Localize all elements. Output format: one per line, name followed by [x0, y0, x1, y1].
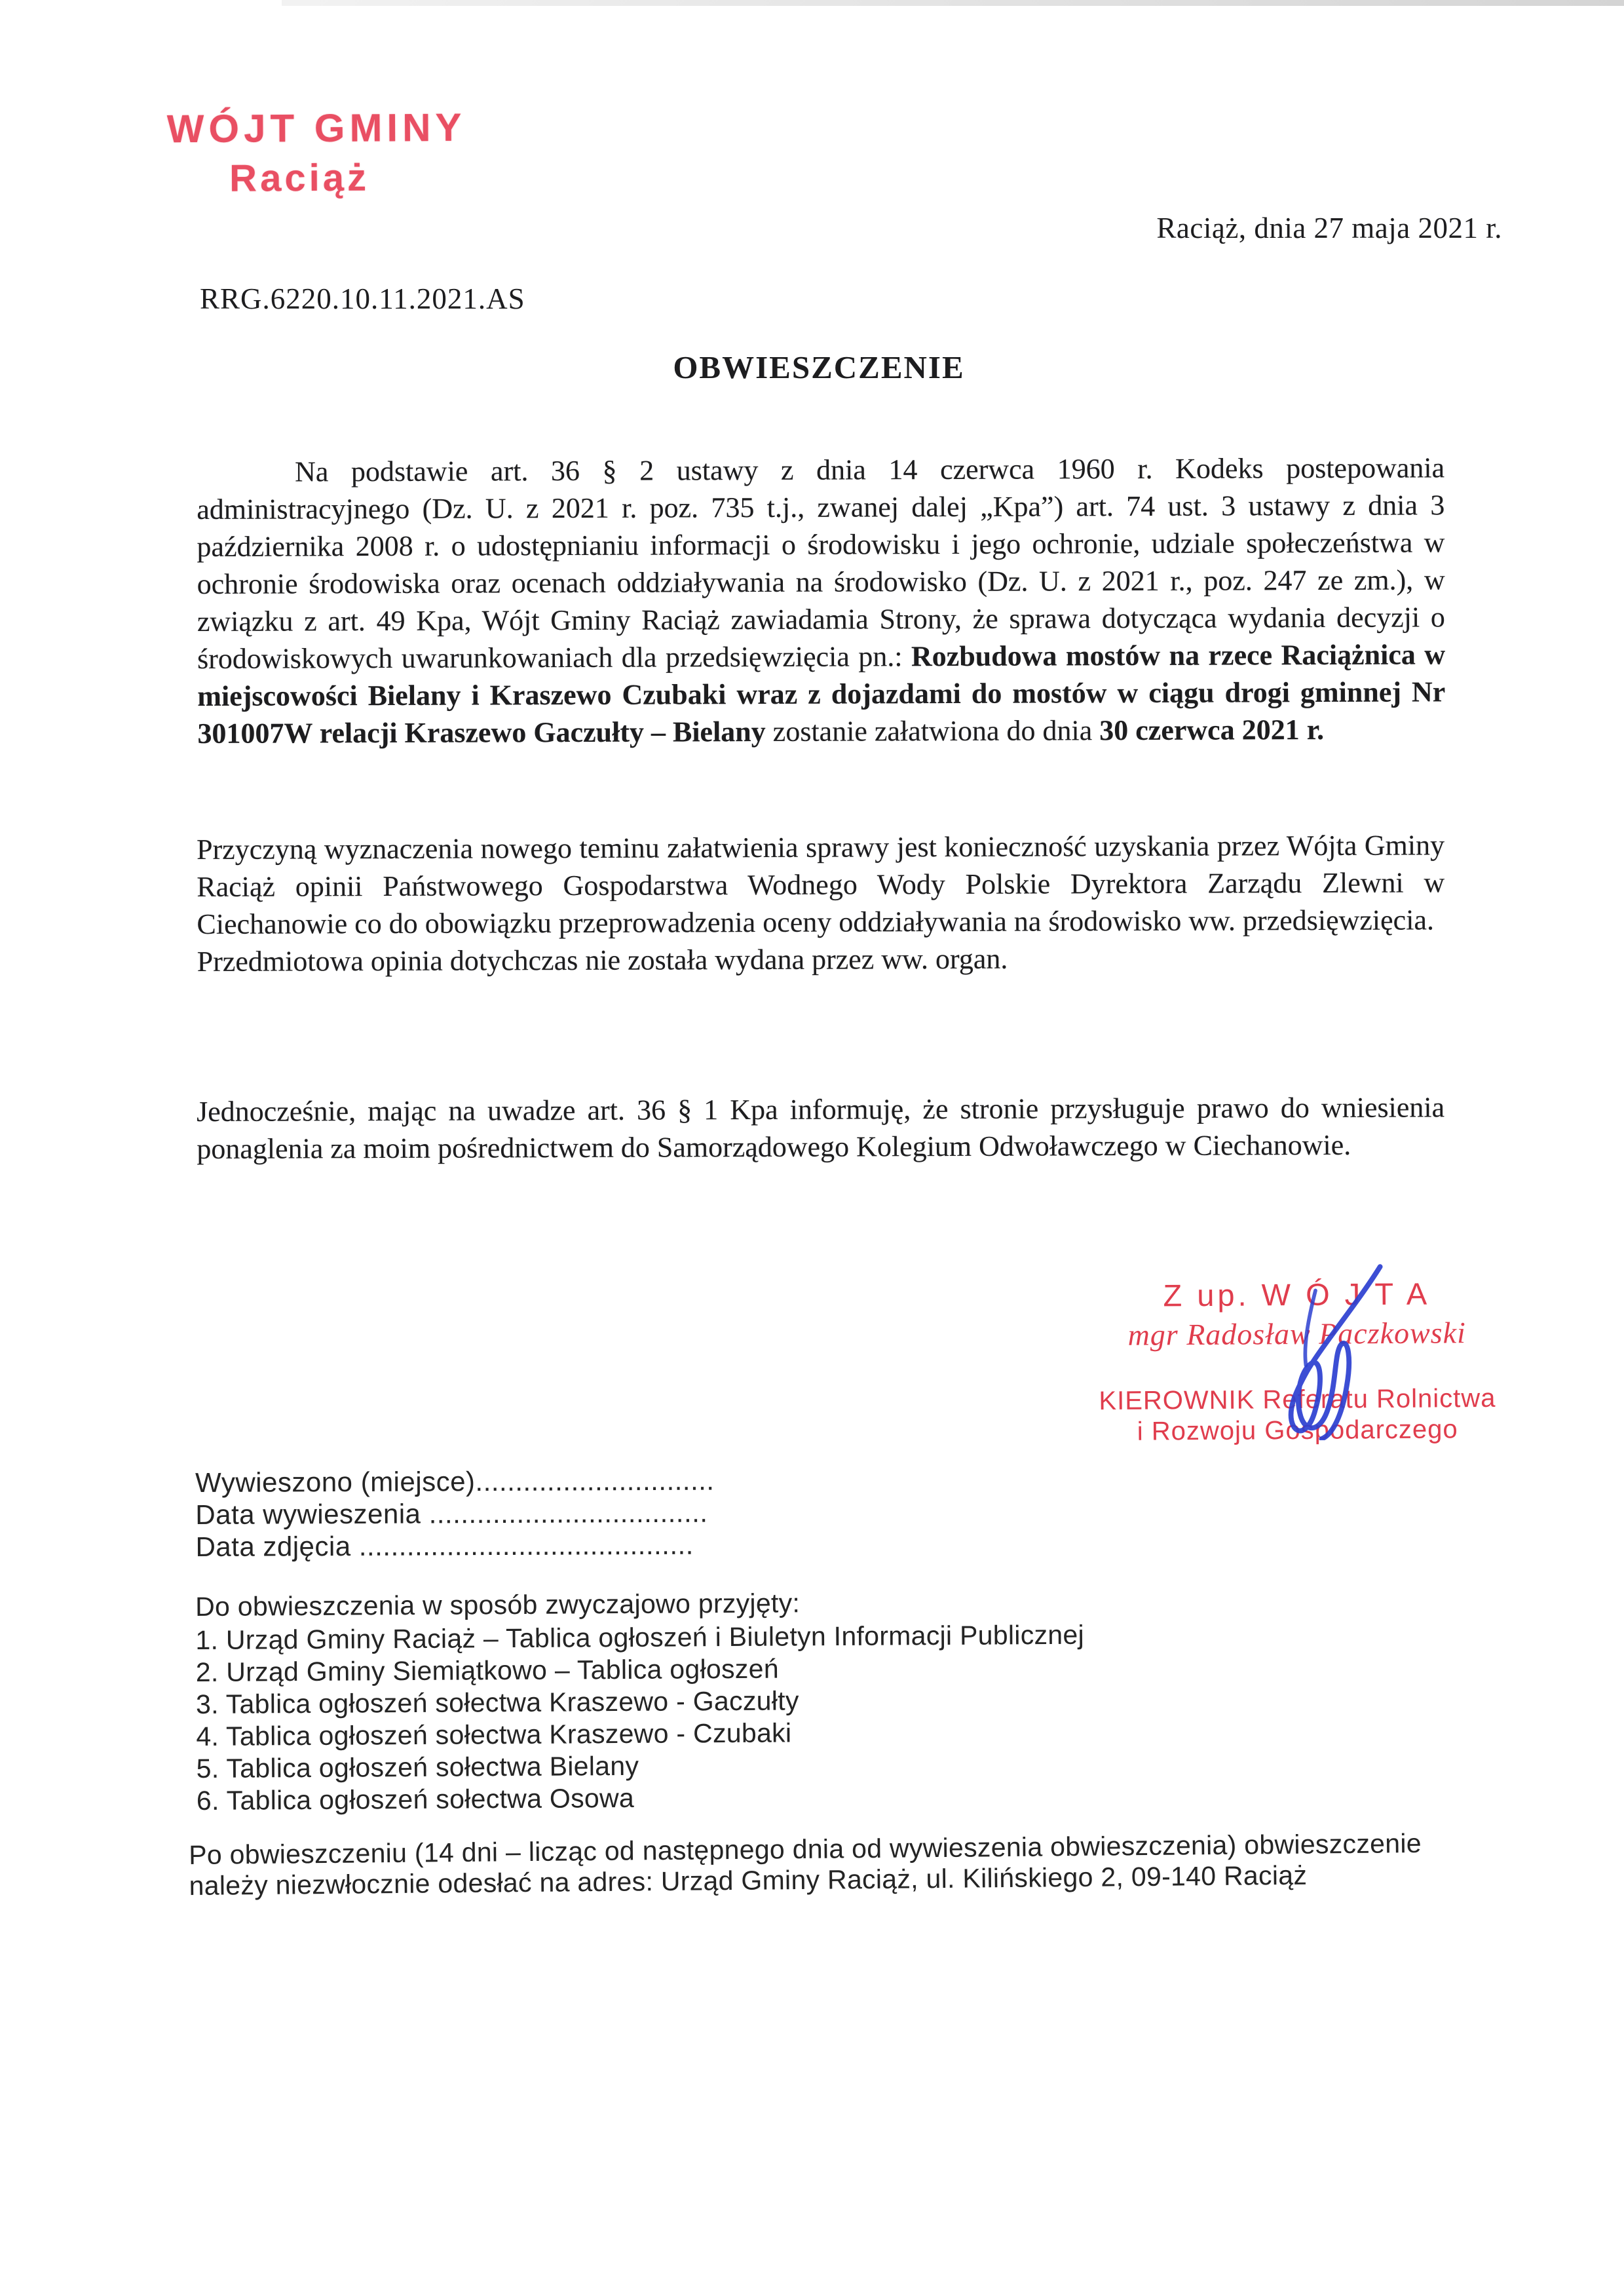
reference-number: RRG.6220.10.11.2021.AS [200, 282, 525, 315]
date-line: Raciąż, dnia 27 maja 2021 r. [1156, 212, 1502, 244]
return-instruction-note: Po obwieszczeniu (14 dni – licząc od następnego dnia od wywieszenia obwieszczenia) obwieszczenie należy niezwłocznie odesłać na adres: Urząd Gminy Raciąż, ul. Kilińskiego 2, 09-140 Raciąż [189, 1827, 1422, 1901]
signatory-name: mgr Radosław Paczkowski [1127, 1316, 1466, 1352]
notice-title: OBWIESZCZENIE [673, 349, 965, 385]
sender-office-stamp [167, 103, 466, 203]
removal-date-line: Data zdjęcia .......................................... [195, 1529, 694, 1562]
deadline-lead-text: zostanie załatwiona do dnia [765, 714, 1100, 748]
posting-date-line: Data wywieszenia ................................... [195, 1497, 708, 1530]
signature-authority-line: Z up. W Ó J T A [1163, 1276, 1431, 1313]
reason-text: Przyczyną wyznaczenia nowego teminu załatwienia sprawy jest konieczność uzyskania przez Wójta Gminy Raciąż opinii Państwowego Gospodarstwa Wodnego Wody Polskie Dyrektora Zarządu Zlewni w Ciechanowie co do obowiązku przeprowadzenia oceny oddziaływania na środowisko ww. przedsięwzięcia. [197, 829, 1445, 940]
opinion-status-text: Przedmiotowa opinia dotychczas nie została wydana przez ww. organ. [197, 942, 1008, 978]
deadline-date-bold: 30 czerwca 2021 r. [1099, 713, 1325, 747]
distribution-item: 6. Tablica ogłoszeń sołectwa Osowa [196, 1782, 635, 1816]
sender-office-stamp-line2: Raciąż [229, 156, 370, 200]
distribution-item: 5. Tablica ogłoszeń sołectwa Bielany [196, 1750, 639, 1784]
paragraph-reason [197, 826, 1445, 980]
signatory-title-line1: KIEROWNIK Referatu Rolnictwa [1099, 1383, 1496, 1416]
distribution-item: 4. Tablica ogłoszeń sołectwa Kraszewo - Czubaki [196, 1717, 792, 1751]
posting-place-line: Wywieszono (miejsce).............................. [195, 1464, 715, 1498]
distribution-item: 2. Urząd Gminy Siemiątkowo – Tablica ogłoszeń [195, 1653, 779, 1687]
sender-office-stamp-line1: WÓJT GMINY [166, 105, 466, 151]
first-line-indent [197, 481, 295, 482]
project-name-bold: Rozbudowa mostów na rzece Raciążnica w miejscowości Bielany i Kraszewo Czubaki wraz z dojazdami do mostów w ciągu drogi gminnej Nr 301007W relacji Kraszewo Gaczułty – Bielany [197, 638, 1446, 750]
posting-record [195, 1464, 715, 1563]
paragraph-legal-basis [197, 449, 1446, 752]
paragraph-rights [197, 1088, 1445, 1168]
scanner-edge-artifact [282, 0, 1624, 6]
distribution-heading: Do obwieszczenia w sposób zwyczajowo przyjęty: [195, 1588, 801, 1622]
distribution-item: 3. Tablica ogłoszeń sołectwa Kraszewo - Gaczułty [195, 1685, 799, 1719]
signature-stamp [1074, 1275, 1520, 1447]
signatory-title-line2: i Rozwoju Gospodarczego [1137, 1415, 1458, 1446]
distribution-list [195, 1586, 1086, 1817]
legal-basis-text: Na podstawie art. 36 § 2 ustawy z dnia 14 czerwca 1960 r. Kodeks postepowania administracyjnego (Dz. U. z 2021 r. poz. 735 t.j., zwanej dalej „Kpa”) art. 74 ust. 3 ustawy z dnia 3 października 2008 r. o udostępnianiu informacji o środowisku i jego ochronie, udziale społeczeństwa w ochronie środowiska oraz ocenach oddziaływania na środowisko (Dz. U. z 2021 r., poz. 247 ze zm.), w związku z art. 49 Kpa, Wójt Gminy Raciąż zawiadamia Strony, że sprawa dotycząca wydania decyzji o środowiskowych uwarunkowaniach dla przedsięwzięcia pn.: [197, 451, 1445, 675]
rights-text: Jednocześnie, mając na uwadze art. 36 § 1 Kpa informuję, że stronie przysługuje prawo do wniesienia ponaglenia za moim pośrednictwem do Samorządowego Kolegium Odwoławczego w Ciechanowie. [197, 1091, 1445, 1165]
distribution-item: 1. Urząd Gminy Raciąż – Tablica ogłoszeń i Biuletyn Informacji Publicznej [195, 1619, 1085, 1655]
